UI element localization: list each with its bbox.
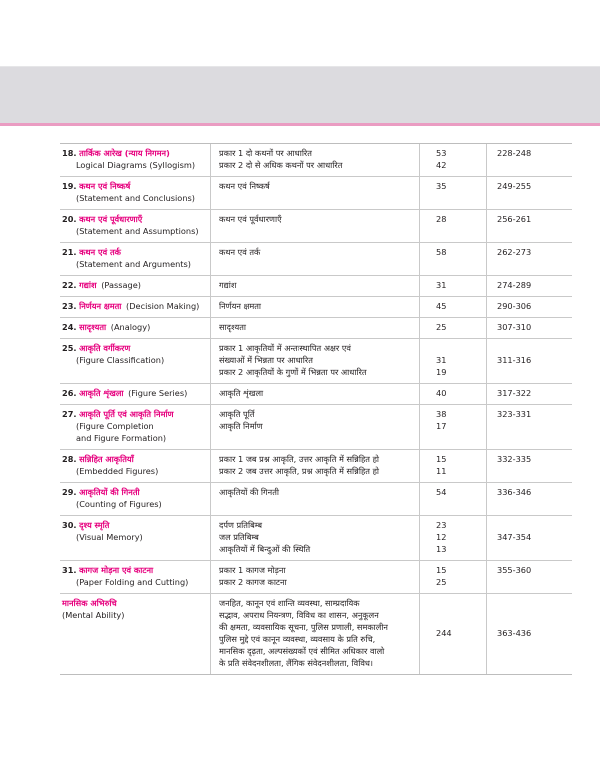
page-range: 355-360 xyxy=(497,565,532,575)
subtopic-item: दर्पण प्रतिबिम्ब xyxy=(219,520,263,530)
questions-cell xyxy=(420,405,487,450)
page-range: 347-354 xyxy=(497,532,532,542)
topic-english-line: Logical Diagrams (Syllogism) xyxy=(76,160,196,170)
questions-cell xyxy=(420,276,487,297)
topic-cell xyxy=(60,243,211,276)
table-row xyxy=(60,318,572,339)
topic-cell xyxy=(60,297,211,318)
topic-hindi: आकृतियों की गिनती xyxy=(79,487,140,497)
topic-number: 19. xyxy=(62,181,77,191)
questions-cell xyxy=(420,243,487,276)
question-count: 15 xyxy=(436,565,447,575)
question-count xyxy=(436,342,486,354)
topic-number: 30. xyxy=(62,520,77,530)
page-range: 256-261 xyxy=(497,214,532,224)
subtopic-item: प्रकार 1 जब प्रश्न आकृति, उत्तर आकृति में सन्निहित हो xyxy=(219,454,380,464)
page-range: 249-255 xyxy=(497,181,532,191)
page-range: 363-436 xyxy=(497,628,532,638)
question-count: 244 xyxy=(436,628,452,638)
topic-english xyxy=(62,420,210,444)
questions-cell xyxy=(420,594,487,675)
questions-cell xyxy=(420,516,487,561)
subtopics-cell xyxy=(211,405,420,450)
header-accent-line xyxy=(0,123,600,126)
topic-number: 26. xyxy=(62,388,77,398)
page-range: 311-316 xyxy=(497,355,532,365)
subtopic-item: गद्यांश xyxy=(219,280,237,290)
topic-english-line: (Statement and Assumptions) xyxy=(76,226,199,236)
question-count: 42 xyxy=(436,160,447,170)
topic-cell xyxy=(60,177,211,210)
pages-cell xyxy=(487,561,573,594)
topic-cell xyxy=(60,516,211,561)
topic-english-line: (Paper Folding and Cutting) xyxy=(76,577,189,587)
table-row xyxy=(60,561,572,594)
subtopics-cell xyxy=(211,177,420,210)
topic-cell xyxy=(60,144,211,177)
table-row xyxy=(60,483,572,516)
pages-cell xyxy=(487,450,573,483)
table-row xyxy=(60,405,572,450)
question-count: 31 xyxy=(436,280,447,290)
page-range: 307-310 xyxy=(497,322,532,332)
questions-cell xyxy=(420,483,487,516)
topic-english-line: (Statement and Arguments) xyxy=(76,259,191,269)
table-row xyxy=(60,276,572,297)
subtopic-item: कथन एवं निष्कर्ष xyxy=(219,181,270,191)
questions-cell xyxy=(420,210,487,243)
topic-english xyxy=(62,576,210,588)
subtopic-item: संख्याओं में भिन्नता पर आधारित xyxy=(219,355,313,365)
pages-cell xyxy=(487,243,573,276)
topic-english xyxy=(62,609,210,621)
table-row xyxy=(60,297,572,318)
topic-english xyxy=(62,225,210,237)
pages-cell xyxy=(487,144,573,177)
topic-number: 28. xyxy=(62,454,77,464)
subtopics-cell xyxy=(211,594,420,675)
topic-hindi: कथन एवं तर्क xyxy=(79,247,121,257)
topic-cell xyxy=(60,384,211,405)
subtopic-item: आकृति पूर्ति xyxy=(219,409,255,419)
subtopic-item: आकृतियों की गिनती xyxy=(219,487,279,497)
topic-english xyxy=(62,159,210,171)
topic-english-line: (Counting of Figures) xyxy=(76,499,162,509)
page-range: 336-346 xyxy=(497,487,532,497)
questions-cell xyxy=(420,177,487,210)
page-range: 274-289 xyxy=(497,280,532,290)
topic-number: 25. xyxy=(62,343,77,353)
topic-english xyxy=(62,498,210,510)
pages-cell xyxy=(487,405,573,450)
pages-cell xyxy=(487,594,573,675)
page-range: 323-331 xyxy=(497,409,532,419)
topic-cell xyxy=(60,339,211,384)
pages-cell xyxy=(487,276,573,297)
topic-english-inline: (Analogy) xyxy=(110,322,151,332)
contents-table xyxy=(60,143,572,675)
subtopics-cell xyxy=(211,561,420,594)
page-range: 290-306 xyxy=(497,301,532,311)
subtopic-item: सादृश्यता xyxy=(219,322,247,332)
topic-english xyxy=(62,258,210,270)
question-count: 19 xyxy=(436,367,447,377)
topic-hindi: कागज मोड़ना एवं काटना xyxy=(79,565,154,575)
topic-hindi: आकृति पूर्ति एवं आकृति निर्माण xyxy=(79,409,174,419)
topic-cell xyxy=(60,561,211,594)
page-range: 262-273 xyxy=(497,247,532,257)
subtopic-item: प्रकार 1 आकृतियों में अन्तःस्थापित अक्षर एवं xyxy=(219,343,351,353)
topic-english-line: (Mental Ability) xyxy=(62,610,125,620)
question-count: 12 xyxy=(436,532,447,542)
subtopic-item: पुलिस मुद्दे एवं कानून व्यवस्था, व्यवसाय के प्रति रुचि, xyxy=(219,634,376,644)
topic-english xyxy=(62,531,210,543)
subtopics-cell xyxy=(211,318,420,339)
pages-cell xyxy=(487,210,573,243)
topic-english-line: (Embedded Figures) xyxy=(76,466,159,476)
pages-cell xyxy=(487,384,573,405)
question-count: 25 xyxy=(436,577,447,587)
page-range: 228-248 xyxy=(497,148,532,158)
questions-cell xyxy=(420,318,487,339)
topic-english-inline: (Decision Making) xyxy=(126,301,200,311)
topic-english-line: (Figure Classification) xyxy=(76,355,165,365)
question-count: 23 xyxy=(436,520,447,530)
topic-english xyxy=(62,354,210,366)
subtopic-item: सद्भाव, अपराध नियन्त्रण, विविध का शासन, अनुकूलन xyxy=(219,610,379,620)
topic-number: 31. xyxy=(62,565,77,575)
questions-cell xyxy=(420,450,487,483)
question-count: 54 xyxy=(436,487,447,497)
table-row xyxy=(60,450,572,483)
table-row xyxy=(60,594,572,675)
topic-number: 23. xyxy=(62,301,77,311)
subtopic-item: आकृति शृंखला xyxy=(219,388,264,398)
subtopics-cell xyxy=(211,483,420,516)
table-row xyxy=(60,177,572,210)
topic-number: 21. xyxy=(62,247,77,257)
questions-cell xyxy=(420,384,487,405)
questions-cell xyxy=(420,339,487,384)
table-row xyxy=(60,210,572,243)
subtopics-cell xyxy=(211,210,420,243)
question-count: 13 xyxy=(436,544,447,554)
topic-number: 18. xyxy=(62,148,77,158)
question-count: 45 xyxy=(436,301,447,311)
pages-cell xyxy=(487,177,573,210)
subtopic-item: कथन एवं पूर्वधारणाएँ xyxy=(219,214,282,224)
table-row xyxy=(60,384,572,405)
topic-number: 20. xyxy=(62,214,77,224)
subtopics-cell xyxy=(211,339,420,384)
page-range: 317-322 xyxy=(497,388,532,398)
subtopic-item: मानसिक दृढ़ता, अल्पसंख्यकों एवं सीमित अधिकार वालो xyxy=(219,646,385,656)
question-count: 31 xyxy=(436,355,447,365)
pages-cell xyxy=(487,483,573,516)
topic-english xyxy=(62,465,210,477)
topic-english xyxy=(62,192,210,204)
subtopics-cell xyxy=(211,276,420,297)
topic-english-line: (Statement and Conclusions) xyxy=(76,193,195,203)
question-count: 40 xyxy=(436,388,447,398)
subtopic-item: प्रकार 2 कागज काटना xyxy=(219,577,287,587)
subtopic-item: आकृति निर्माण xyxy=(219,421,263,431)
topic-hindi: तार्किक आरेख (न्याय निगमन) xyxy=(79,148,170,158)
topic-english-line: (Visual Memory) xyxy=(76,532,143,542)
subtopic-item: जल प्रतिबिम्ब xyxy=(219,532,259,542)
question-count: 35 xyxy=(436,181,447,191)
questions-cell xyxy=(420,561,487,594)
header-band xyxy=(0,66,600,125)
topic-hindi: निर्णयन क्षमता xyxy=(79,301,122,311)
subtopics-cell xyxy=(211,144,420,177)
topic-cell xyxy=(60,405,211,450)
pages-cell xyxy=(487,339,573,384)
question-count: 28 xyxy=(436,214,447,224)
topic-cell xyxy=(60,450,211,483)
topic-hindi: मानसिक अभिरुचि xyxy=(62,598,117,608)
subtopics-cell xyxy=(211,384,420,405)
topic-cell xyxy=(60,483,211,516)
topic-english-inline: (Passage) xyxy=(101,280,141,290)
subtopics-cell xyxy=(211,450,420,483)
subtopic-item: प्रकार 2 आकृतियों के गुणों में भिन्नता पर आधारित xyxy=(219,367,367,377)
subtopic-item: आकृतियों में बिन्दुओं की स्थिति xyxy=(219,544,311,554)
subtopic-item: प्रकार 1 दो कथनों पर आधारित xyxy=(219,148,312,158)
subtopics-cell xyxy=(211,516,420,561)
subtopic-item: कथन एवं तर्क xyxy=(219,247,261,257)
subtopic-item: निर्णयन क्षमता xyxy=(219,301,262,311)
subtopic-item: की क्षमता, व्यवसायिक सूचना, पुलिस प्रणाली, समकालीन xyxy=(219,622,388,632)
topic-number: 27. xyxy=(62,409,77,419)
topic-english-line: and Figure Formation) xyxy=(76,433,167,443)
question-count: 17 xyxy=(436,421,447,431)
subtopic-item: प्रकार 2 दो से अधिक कथनों पर आधारित xyxy=(219,160,343,170)
topic-cell xyxy=(60,594,211,675)
topic-hindi: आकृति वर्गीकरण xyxy=(79,343,131,353)
topic-cell xyxy=(60,318,211,339)
topic-hindi: सादृश्यता xyxy=(79,322,107,332)
questions-cell xyxy=(420,297,487,318)
page-range: 332-335 xyxy=(497,454,532,464)
question-count: 38 xyxy=(436,409,447,419)
topic-hindi: सन्निहित आकृतियाँ xyxy=(79,454,134,464)
pages-cell xyxy=(487,297,573,318)
topic-english-inline: (Figure Series) xyxy=(128,388,188,398)
question-count: 53 xyxy=(436,148,447,158)
subtopic-item: प्रकार 1 कागज मोड़ना xyxy=(219,565,286,575)
question-count: 15 xyxy=(436,454,447,464)
topic-hindi: गद्यांश xyxy=(79,280,97,290)
topic-english-line: (Figure Completion xyxy=(76,421,154,431)
topic-number: 29. xyxy=(62,487,77,497)
subtopic-item: के प्रति संवेदनशीलता, लैंगिक संवेदनशीलता, विविध। xyxy=(219,658,374,668)
subtopics-cell xyxy=(211,243,420,276)
question-count: 58 xyxy=(436,247,447,257)
topic-hindi: आकृति शृंखला xyxy=(79,388,124,398)
topic-cell xyxy=(60,210,211,243)
topic-hindi: दृश्य स्मृति xyxy=(79,520,110,530)
pages-cell xyxy=(487,318,573,339)
subtopic-item: जनहित, कानून एवं शान्ति व्यवस्था, साम्प्रदायिक xyxy=(219,598,360,608)
subtopic-item: प्रकार 2 जब उत्तर आकृति, प्रश्न आकृति में सन्निहित हो xyxy=(219,466,380,476)
subtopics-cell xyxy=(211,297,420,318)
topic-number: 24. xyxy=(62,322,77,332)
topic-hindi: कथन एवं निष्कर्ष xyxy=(79,181,131,191)
table-row xyxy=(60,516,572,561)
table-row xyxy=(60,144,572,177)
topic-number: 22. xyxy=(62,280,77,290)
table-row xyxy=(60,243,572,276)
questions-cell xyxy=(420,144,487,177)
table-row xyxy=(60,339,572,384)
pages-cell xyxy=(487,516,573,561)
topic-cell xyxy=(60,276,211,297)
question-count: 25 xyxy=(436,322,447,332)
question-count: 11 xyxy=(436,466,447,476)
topic-hindi: कथन एवं पूर्वधारणाएँ xyxy=(79,214,143,224)
